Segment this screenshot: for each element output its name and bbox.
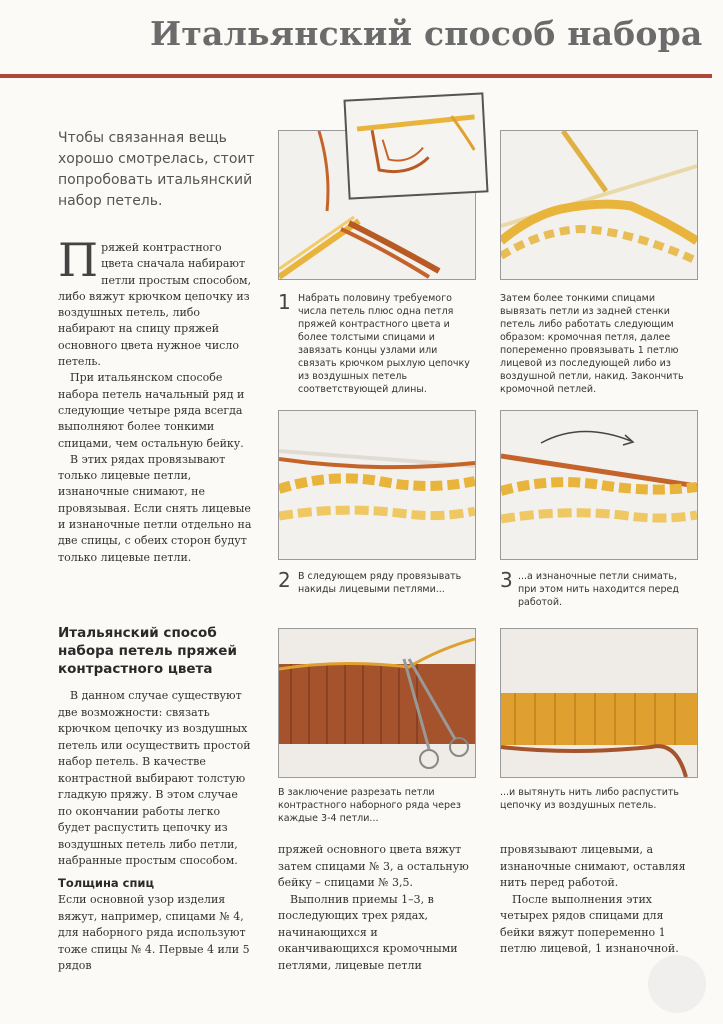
intro-line: хорошо смотрелась, стоит [58, 151, 255, 167]
paragraph: В данном случае существуют две возможности: связать крючком цепочку из воздушных петель или осуществить простой набор петель. В качестве контрастной выбирают толстую гладкую пряжу. В этом случае по окончании работы легко будет распустить цепочку из воздушных петель либо петли, набранные простым способом. [58, 689, 251, 867]
paragraph-text: ряжей контрастного цвета сначала набирают петли простым способом, либо вяжут крючком цепочку из воздушных петель, либо набирают на спицу пряжей основного цвета нужное число петель. [58, 241, 252, 369]
page-title: Итальянский способ набора [150, 14, 703, 53]
paragraph: В этих рядах провязывают только лицевые петли, изнаночные снимают, не провязывая. Если снять лицевые и изнаночные петли отдельно на две спицы, с обеих сторон будут только лицевые петли. [58, 452, 252, 564]
section-heading [58, 624, 268, 678]
paragraph: Выполнив приемы 1–3, в последующих трех рядах, начинающихся и оканчивающихся кромочными петлями, лицевые петли [278, 892, 458, 972]
body-text-1 [58, 233, 256, 566]
photo-step-4 [278, 628, 476, 778]
paragraph: Если основной узор изделия вяжут, например, спицами № 4, для наборного ряда используют тоже спицы № 4. Первые 4 или 5 рядов [58, 893, 250, 972]
paragraph: провязывают лицевыми, а изнаночные снимают, оставляя нить перед работой. [500, 843, 686, 889]
step-caption: Набрать половину требуемого числа петель плюс одна петля пряжей контрастного цвета и более толстыми спицами и завязать концы узлами или связать крючком рыхлую цепочку из воздушных петель соответствующей длины. [298, 293, 470, 395]
intro-line: попробовать итальянский [58, 172, 253, 188]
step-caption: Затем более тонкими спицами вывязать петли из задней стенки петель либо работать следующим образом: кромочная петля, далее попеременно провязывать 1 петлю лицевой из последующей либо из воздушной петли, накид. Закончить кромочной петлей. [500, 293, 684, 395]
step-caption: В следующем ряду провязывать накиды лицевыми петлями... [298, 571, 462, 595]
subheading: Толщина спиц [58, 876, 154, 890]
intro-text [58, 128, 258, 212]
photo-step-2 [278, 410, 476, 560]
decorative-circle [648, 955, 706, 1013]
column-3-text [500, 842, 696, 958]
step-number: 1 [278, 290, 291, 314]
intro-line: Чтобы связанная вещь [58, 130, 227, 146]
intro-line: набор петель. [58, 193, 163, 209]
paragraph: При итальянском способе набора петель начальный ряд и следующие четыре ряда всегда выполняют более тонкими спицами, чем остальную бейку. [58, 371, 245, 450]
title-rule [0, 74, 712, 78]
heading-line: контрастного цвета [58, 661, 213, 677]
step-number: 3 [500, 568, 513, 592]
body-text-2 [58, 688, 254, 870]
heading-line: Итальянский способ [58, 625, 217, 641]
step-caption: ...и вытянуть нить либо распустить цепочку из воздушных петель. [500, 787, 680, 811]
paragraph [58, 233, 256, 370]
heading-line: набора петель пряжей [58, 643, 237, 659]
photo-step-1-inset [343, 92, 488, 199]
drop-cap: П [58, 233, 99, 287]
paragraph: пряжей основного цвета вяжут затем спицами № 3, а остальную бейку – спицами № 3,5. [278, 843, 469, 889]
step-number: 2 [278, 568, 291, 592]
photo-step-1b [500, 130, 698, 280]
step-caption: ...а изнаночные петли снимать, при этом нить находится перед работой. [518, 571, 679, 608]
photo-step-5 [500, 628, 698, 778]
column-2-text [278, 842, 474, 974]
body-text-3 [58, 892, 258, 975]
paragraph: После выполнения этих четырех рядов спицами для бейки вяжут попеременно 1 петлю лицевой, 1 изнаночной. [500, 892, 679, 955]
photo-step-3 [500, 410, 698, 560]
step-caption: В заключение разрезать петли контрастного наборного ряда через каждые 3-4 петли... [278, 787, 461, 824]
